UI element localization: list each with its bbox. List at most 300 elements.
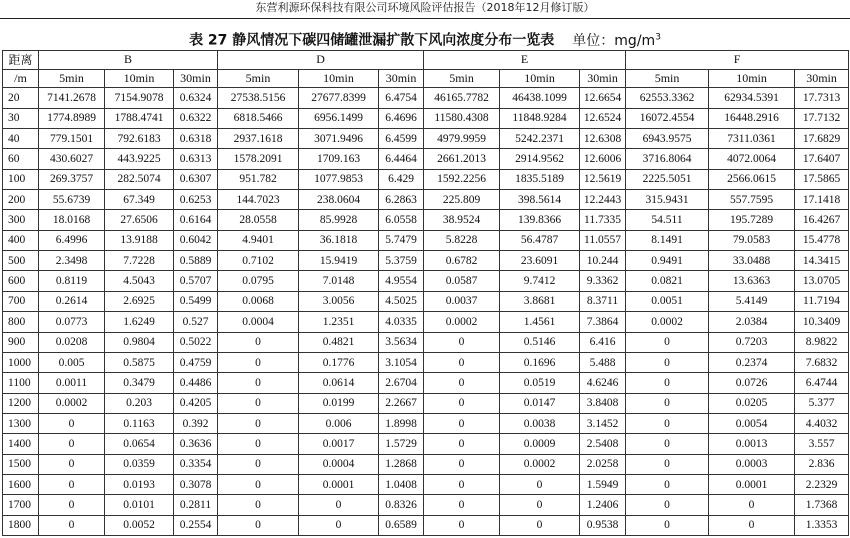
concentration-cell: 4.4032	[795, 413, 849, 433]
concentration-cell: 0.0004	[299, 454, 379, 474]
concentration-cell: 0	[626, 393, 709, 413]
concentration-cell: 5.8228	[424, 230, 500, 250]
concentration-cell: 0.0208	[39, 332, 105, 352]
concentration-cell: 85.9928	[299, 210, 379, 230]
concentration-cell: 0.3636	[174, 434, 218, 454]
concentration-cell: 1.2868	[379, 454, 424, 474]
concentration-cell: 17.7132	[795, 108, 849, 128]
table-row	[3, 495, 849, 515]
concentration-cell: 0.0017	[299, 434, 379, 454]
concentration-cell: 269.3757	[39, 169, 105, 189]
concentration-cell: 0.6322	[174, 108, 218, 128]
concentration-cell: 0.4486	[174, 373, 218, 393]
concentration-cell: 9.3362	[580, 271, 626, 291]
concentration-cell: 0.0821	[626, 271, 709, 291]
concentration-cell: 0.5022	[174, 332, 218, 352]
concentration-cell: 1.6249	[105, 312, 174, 332]
table-row	[3, 454, 849, 474]
concentration-cell: 6.4744	[795, 373, 849, 393]
concentration-cell: 0	[626, 332, 709, 352]
distance-unit-header: /m	[3, 69, 39, 88]
concentration-cell: 1709.163	[299, 149, 379, 169]
concentration-cell: 0	[218, 413, 299, 433]
concentration-cell: 3.0056	[299, 291, 379, 311]
concentration-cell: 0.0359	[105, 454, 174, 474]
distance-cell: 1500	[3, 454, 39, 474]
concentration-cell: 398.5614	[500, 190, 580, 210]
concentration-cell: 0	[39, 413, 105, 433]
concentration-cell: 0.3078	[174, 474, 218, 494]
concentration-cell: 67.349	[105, 190, 174, 210]
concentration-cell: 4.9401	[218, 230, 299, 250]
table-row	[3, 149, 849, 169]
concentration-cell: 951.782	[218, 169, 299, 189]
distance-cell: 40	[3, 129, 39, 149]
concentration-cell: 0	[626, 373, 709, 393]
concentration-cell: 0.6782	[424, 251, 500, 271]
concentration-cell: 0.0101	[105, 495, 174, 515]
concentration-cell: 0.0013	[709, 434, 795, 454]
concentration-cell: 225.809	[424, 190, 500, 210]
table-row	[3, 230, 849, 250]
concentration-cell: 0	[500, 495, 580, 515]
concentration-cell: 2937.1618	[218, 129, 299, 149]
concentration-cell: 779.1501	[39, 129, 105, 149]
concentration-cell: 5.377	[795, 393, 849, 413]
concentration-cell: 17.6407	[795, 149, 849, 169]
table-title: 表 27 静风情况下碳四储罐泄漏扩散下风向浓度分布一览表	[189, 32, 555, 49]
concentration-cell: 0	[39, 515, 105, 535]
concentration-cell: 557.7595	[709, 190, 795, 210]
concentration-cell: 0	[299, 515, 379, 535]
concentration-cell: 0	[424, 474, 500, 494]
concentration-cell: 1592.2256	[424, 169, 500, 189]
concentration-cell: 54.511	[626, 210, 709, 230]
concentration-cell: 3.1452	[580, 413, 626, 433]
table-row	[3, 474, 849, 494]
table-row	[3, 271, 849, 291]
concentration-cell: 0.527	[174, 312, 218, 332]
concentration-cell: 1.7368	[795, 495, 849, 515]
concentration-cell: 7.7228	[105, 251, 174, 271]
concentration-cell: 2.5408	[580, 434, 626, 454]
concentration-cell: 0	[424, 515, 500, 535]
concentration-cell: 0.6589	[379, 515, 424, 535]
unit-text: 单位：mg/m	[572, 32, 656, 49]
concentration-cell: 5.7479	[379, 230, 424, 250]
concentration-cell: 1788.4741	[105, 108, 174, 128]
concentration-cell: 1.2406	[580, 495, 626, 515]
concentration-cell: 0.0587	[424, 271, 500, 291]
concentration-cell: 7154.9078	[105, 88, 174, 108]
concentration-cell: 0.6164	[174, 210, 218, 230]
concentration-cell: 0.6313	[174, 149, 218, 169]
concentration-cell: 0.0193	[105, 474, 174, 494]
concentration-cell: 0.6324	[174, 88, 218, 108]
concentration-cell: 3716.8064	[626, 149, 709, 169]
concentration-cell: 3071.9496	[299, 129, 379, 149]
concentration-cell: 10.244	[580, 251, 626, 271]
concentration-cell: 2.2667	[379, 393, 424, 413]
concentration-cell: 1.5729	[379, 434, 424, 454]
concentration-cell: 0	[424, 352, 500, 372]
concentration-cell: 3.557	[795, 434, 849, 454]
concentration-cell: 2.6925	[105, 291, 174, 311]
table-caption	[0, 26, 850, 48]
concentration-cell: 6956.1499	[299, 108, 379, 128]
concentration-cell: 0.5875	[105, 352, 174, 372]
concentration-cell: 7141.2678	[39, 88, 105, 108]
distance-cell: 1700	[3, 495, 39, 515]
concentration-cell: 46438.1099	[500, 88, 580, 108]
concentration-cell: 2225.5051	[626, 169, 709, 189]
concentration-cell: 0.5146	[500, 332, 580, 352]
concentration-cell: 7.3864	[580, 312, 626, 332]
concentration-cell: 15.9419	[299, 251, 379, 271]
concentration-cell: 0.0038	[500, 413, 580, 433]
concentration-cell: 0	[626, 454, 709, 474]
concentration-cell: 56.4787	[500, 230, 580, 250]
concentration-cell: 0	[218, 454, 299, 474]
concentration-cell: 11848.9284	[500, 108, 580, 128]
distance-header: 距离	[3, 51, 39, 70]
concentration-cell: 1.5949	[580, 474, 626, 494]
concentration-cell: 0.7102	[218, 251, 299, 271]
concentration-cell: 0.4205	[174, 393, 218, 413]
concentration-cell: 3.5634	[379, 332, 424, 352]
concentration-cell: 18.0168	[39, 210, 105, 230]
time-header: 10min	[299, 69, 379, 88]
concentration-cell: 55.6739	[39, 190, 105, 210]
concentration-cell: 6.4754	[379, 88, 424, 108]
time-header: 30min	[379, 69, 424, 88]
concentration-cell: 0.0054	[709, 413, 795, 433]
page-header: 东营利源环保科技有限公司环境风险评估报告（2018年12月修订版）	[0, 0, 850, 19]
concentration-cell: 443.9225	[105, 149, 174, 169]
concentration-cell: 1774.8989	[39, 108, 105, 128]
concentration-cell: 0.0199	[299, 393, 379, 413]
concentration-cell: 0.0002	[424, 312, 500, 332]
table-row	[3, 291, 849, 311]
distance-cell: 400	[3, 230, 39, 250]
concentration-cell: 6943.9575	[626, 129, 709, 149]
concentration-cell: 0	[626, 515, 709, 535]
concentration-cell: 4072.0064	[709, 149, 795, 169]
concentration-cell: 1.3353	[795, 515, 849, 535]
concentration-cell: 36.1818	[299, 230, 379, 250]
concentration-cell: 11.7194	[795, 291, 849, 311]
concentration-cell: 0.0654	[105, 434, 174, 454]
concentration-cell: 7.6832	[795, 352, 849, 372]
concentration-cell: 0.0519	[500, 373, 580, 393]
concentration-cell: 430.6027	[39, 149, 105, 169]
concentration-cell: 0.0614	[299, 373, 379, 393]
concentration-cell: 5242.2371	[500, 129, 580, 149]
concentration-cell: 3.1054	[379, 352, 424, 372]
concentration-cell: 2.0384	[709, 312, 795, 332]
concentration-cell: 0.0009	[500, 434, 580, 454]
concentration-cell: 6.4599	[379, 129, 424, 149]
concentration-cell: 2566.0615	[709, 169, 795, 189]
concentration-cell: 0.8326	[379, 495, 424, 515]
time-header: 10min	[709, 69, 795, 88]
concentration-cell: 315.9431	[626, 190, 709, 210]
distance-cell: 1200	[3, 393, 39, 413]
concentration-cell: 27538.5156	[218, 88, 299, 108]
concentration-cell: 144.7023	[218, 190, 299, 210]
concentration-cell: 15.4778	[795, 230, 849, 250]
concentration-cell: 0	[424, 495, 500, 515]
concentration-cell: 0	[424, 373, 500, 393]
table-row	[3, 190, 849, 210]
concentration-cell: 2.836	[795, 454, 849, 474]
concentration-cell: 0.0002	[626, 312, 709, 332]
concentration-cell: 0.3479	[105, 373, 174, 393]
concentration-cell: 2.3498	[39, 251, 105, 271]
concentration-cell: 0	[500, 515, 580, 535]
concentration-cell: 0.1163	[105, 413, 174, 433]
concentration-cell: 0	[626, 434, 709, 454]
concentration-cell: 0.0051	[626, 291, 709, 311]
concentration-cell: 4979.9959	[424, 129, 500, 149]
concentration-cell: 2.6704	[379, 373, 424, 393]
table-row	[3, 312, 849, 332]
concentration-cell: 0.5707	[174, 271, 218, 291]
concentration-cell: 0	[424, 332, 500, 352]
concentration-cell: 139.8366	[500, 210, 580, 230]
concentration-cell: 13.6363	[709, 271, 795, 291]
distance-cell: 1400	[3, 434, 39, 454]
concentration-cell: 0	[424, 413, 500, 433]
concentration-cell: 1835.5189	[500, 169, 580, 189]
concentration-cell: 0.0068	[218, 291, 299, 311]
concentration-cell: 0	[424, 434, 500, 454]
concentration-cell: 5.3759	[379, 251, 424, 271]
concentration-cell: 0.0001	[709, 474, 795, 494]
concentration-cell: 33.0488	[709, 251, 795, 271]
concentration-cell: 12.6308	[580, 129, 626, 149]
distance-cell: 800	[3, 312, 39, 332]
concentration-cell: 0.2811	[174, 495, 218, 515]
table-row	[3, 413, 849, 433]
concentration-cell: 0	[218, 352, 299, 372]
concentration-cell: 0	[626, 352, 709, 372]
distance-cell: 300	[3, 210, 39, 230]
concentration-cell: 14.3415	[795, 251, 849, 271]
time-header: 30min	[795, 69, 849, 88]
class-header-e: E	[424, 51, 626, 70]
concentration-cell: 12.6006	[580, 149, 626, 169]
concentration-cell: 0.0773	[39, 312, 105, 332]
concentration-cell: 1.8998	[379, 413, 424, 433]
concentration-cell: 0	[709, 515, 795, 535]
concentration-cell: 282.5074	[105, 169, 174, 189]
concentration-cell: 12.2443	[580, 190, 626, 210]
concentration-cell: 0.3354	[174, 454, 218, 474]
concentration-cell: 27.6506	[105, 210, 174, 230]
concentration-cell: 11580.4308	[424, 108, 500, 128]
concentration-cell: 0.1696	[500, 352, 580, 372]
time-header: 5min	[424, 69, 500, 88]
concentration-cell: 2914.9562	[500, 149, 580, 169]
distance-cell: 200	[3, 190, 39, 210]
concentration-cell: 0.6318	[174, 129, 218, 149]
concentration-cell: 0	[218, 393, 299, 413]
concentration-cell: 6.4996	[39, 230, 105, 250]
concentration-cell: 0.5889	[174, 251, 218, 271]
concentration-cell: 0	[218, 373, 299, 393]
distance-cell: 100	[3, 169, 39, 189]
distance-cell: 1000	[3, 352, 39, 372]
table-row	[3, 393, 849, 413]
concentration-cell: 0.4821	[299, 332, 379, 352]
concentration-cell: 0.0002	[39, 393, 105, 413]
concentration-cell: 7311.0361	[709, 129, 795, 149]
table-body	[3, 88, 849, 536]
concentration-cell: 0.203	[105, 393, 174, 413]
table-row	[3, 515, 849, 535]
concentration-cell: 62553.3362	[626, 88, 709, 108]
concentration-cell: 0.0004	[218, 312, 299, 332]
concentration-cell: 0.006	[299, 413, 379, 433]
concentration-cell: 13.0705	[795, 271, 849, 291]
table-row	[3, 332, 849, 352]
distance-cell: 700	[3, 291, 39, 311]
concentration-cell: 195.7289	[709, 210, 795, 230]
concentration-cell: 6.416	[580, 332, 626, 352]
time-header: 5min	[218, 69, 299, 88]
concentration-cell: 0.2554	[174, 515, 218, 535]
table-row	[3, 434, 849, 454]
concentration-cell: 17.7313	[795, 88, 849, 108]
class-header-d: D	[218, 51, 424, 70]
concentration-cell: 28.0558	[218, 210, 299, 230]
distance-cell: 1300	[3, 413, 39, 433]
time-header: 5min	[39, 69, 105, 88]
concentration-cell: 0.5499	[174, 291, 218, 311]
concentration-cell: 6.4464	[379, 149, 424, 169]
concentration-cell: 0	[39, 434, 105, 454]
concentration-cell: 0.9538	[580, 515, 626, 535]
concentration-cell: 8.3711	[580, 291, 626, 311]
concentration-cell: 0	[218, 474, 299, 494]
unit-superscript: 3	[655, 32, 661, 42]
table-row	[3, 108, 849, 128]
class-header-f: F	[626, 51, 849, 70]
concentration-cell: 10.3409	[795, 312, 849, 332]
concentration-cell: 0.0037	[424, 291, 500, 311]
concentration-cell: 0.0795	[218, 271, 299, 291]
concentration-cell: 4.6246	[580, 373, 626, 393]
class-header-b: B	[39, 51, 218, 70]
distance-cell: 1600	[3, 474, 39, 494]
concentration-cell: 0.6042	[174, 230, 218, 250]
time-header: 30min	[174, 69, 218, 88]
concentration-cell: 12.6524	[580, 108, 626, 128]
distance-cell: 60	[3, 149, 39, 169]
concentration-cell: 79.0583	[709, 230, 795, 250]
concentration-cell: 12.5619	[580, 169, 626, 189]
concentration-cell: 0	[218, 495, 299, 515]
concentration-cell: 238.0604	[299, 190, 379, 210]
concentration-cell: 0	[626, 495, 709, 515]
concentration-cell: 2.0258	[580, 454, 626, 474]
concentration-cell: 1.4561	[500, 312, 580, 332]
concentration-cell: 0	[626, 413, 709, 433]
concentration-cell: 0.0726	[709, 373, 795, 393]
concentration-cell: 8.9822	[795, 332, 849, 352]
concentration-cell: 0	[626, 474, 709, 494]
distance-cell: 1800	[3, 515, 39, 535]
concentration-cell: 0.6253	[174, 190, 218, 210]
concentration-cell: 0.9804	[105, 332, 174, 352]
concentration-cell: 62934.5391	[709, 88, 795, 108]
concentration-cell: 17.5865	[795, 169, 849, 189]
concentration-cell: 0.0011	[39, 373, 105, 393]
concentration-cell: 17.6829	[795, 129, 849, 149]
concentration-cell: 11.7335	[580, 210, 626, 230]
unit-label	[572, 33, 661, 49]
concentration-cell: 0.1776	[299, 352, 379, 372]
concentration-cell: 0.7203	[709, 332, 795, 352]
concentration-cell: 4.9554	[379, 271, 424, 291]
concentration-cell: 0.0001	[299, 474, 379, 494]
concentration-cell: 0	[39, 495, 105, 515]
concentration-cell: 4.5025	[379, 291, 424, 311]
concentration-cell: 0.4759	[174, 352, 218, 372]
time-header: 30min	[580, 69, 626, 88]
distance-cell: 20	[3, 88, 39, 108]
table-row	[3, 129, 849, 149]
header-row-times	[3, 69, 849, 88]
concentration-cell: 46165.7782	[424, 88, 500, 108]
concentration-cell: 0	[424, 454, 500, 474]
concentration-cell: 3.8681	[500, 291, 580, 311]
concentration-cell: 5.4149	[709, 291, 795, 311]
concentration-cell: 0	[39, 474, 105, 494]
concentration-cell: 38.9524	[424, 210, 500, 230]
concentration-cell: 0	[39, 454, 105, 474]
concentration-cell: 0	[709, 495, 795, 515]
concentration-cell: 6.4696	[379, 108, 424, 128]
time-header: 10min	[105, 69, 174, 88]
header-row-classes	[3, 51, 849, 70]
concentration-cell: 792.6183	[105, 129, 174, 149]
concentration-cell: 27677.8399	[299, 88, 379, 108]
concentration-cell: 2.2329	[795, 474, 849, 494]
concentration-cell: 0	[500, 474, 580, 494]
concentration-cell: 3.8408	[580, 393, 626, 413]
concentration-cell: 9.7412	[500, 271, 580, 291]
concentration-cell: 0	[218, 332, 299, 352]
concentration-cell: 12.6654	[580, 88, 626, 108]
concentration-cell: 0	[218, 515, 299, 535]
concentration-cell: 0.8119	[39, 271, 105, 291]
concentration-cell: 0	[424, 393, 500, 413]
concentration-cell: 0.0205	[709, 393, 795, 413]
concentration-cell: 0.0052	[105, 515, 174, 535]
concentration-cell: 16448.2916	[709, 108, 795, 128]
concentration-cell: 0.005	[39, 352, 105, 372]
distance-cell: 1100	[3, 373, 39, 393]
concentration-cell: 17.1418	[795, 190, 849, 210]
concentration-cell: 11.0557	[580, 230, 626, 250]
concentration-cell: 1.0408	[379, 474, 424, 494]
concentration-cell: 0.2614	[39, 291, 105, 311]
time-header: 10min	[500, 69, 580, 88]
concentration-cell: 6.2863	[379, 190, 424, 210]
concentration-cell: 2661.2013	[424, 149, 500, 169]
